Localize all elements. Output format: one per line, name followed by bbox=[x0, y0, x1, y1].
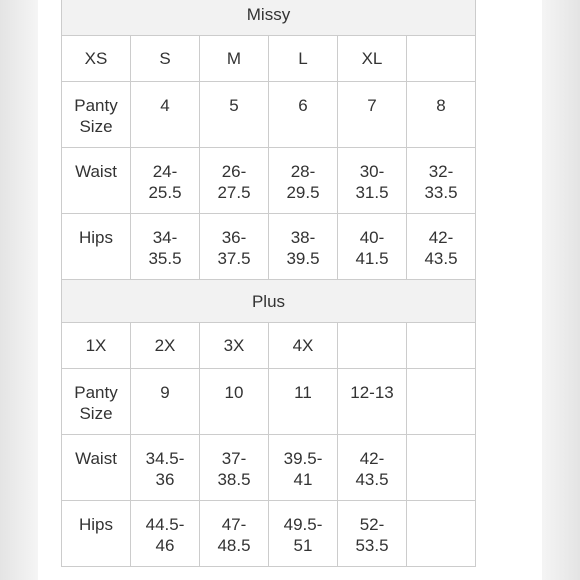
hips-cell: 44.5- 46 bbox=[131, 501, 200, 567]
waist-cell: 42- 43.5 bbox=[338, 435, 407, 501]
hips-row-plus bbox=[62, 501, 476, 567]
waist-cell bbox=[407, 435, 476, 501]
size-cell: L bbox=[269, 36, 338, 82]
section-header-row-missy bbox=[62, 0, 476, 36]
panty-size-cell: 8 bbox=[407, 82, 476, 148]
panty-size-cell bbox=[407, 369, 476, 435]
row-label-hips: Hips bbox=[62, 501, 131, 567]
panty-size-cell: 7 bbox=[338, 82, 407, 148]
waist-cell: 37- 38.5 bbox=[200, 435, 269, 501]
hips-cell: 40- 41.5 bbox=[338, 214, 407, 280]
panty-size-cell: 11 bbox=[269, 369, 338, 435]
waist-row-plus bbox=[62, 435, 476, 501]
row-label-panty-size: Panty Size bbox=[62, 82, 131, 148]
panty-size-cell: 12-13 bbox=[338, 369, 407, 435]
waist-cell: 26- 27.5 bbox=[200, 148, 269, 214]
hips-cell: 42- 43.5 bbox=[407, 214, 476, 280]
section-header-row-plus bbox=[62, 280, 476, 323]
size-row-missy bbox=[62, 36, 476, 82]
waist-cell: 30- 31.5 bbox=[338, 148, 407, 214]
panty-size-cell: 10 bbox=[200, 369, 269, 435]
waist-cell: 32- 33.5 bbox=[407, 148, 476, 214]
waist-cell: 28- 29.5 bbox=[269, 148, 338, 214]
waist-row-missy bbox=[62, 148, 476, 214]
hips-row-missy bbox=[62, 214, 476, 280]
size-chart-table bbox=[61, 0, 476, 567]
waist-cell: 24- 25.5 bbox=[131, 148, 200, 214]
size-cell: M bbox=[200, 36, 269, 82]
panty-size-cell: 6 bbox=[269, 82, 338, 148]
section-title-plus: Plus bbox=[62, 280, 476, 323]
hips-cell: 52- 53.5 bbox=[338, 501, 407, 567]
size-cell: XS bbox=[62, 36, 131, 82]
size-row-plus bbox=[62, 323, 476, 369]
hips-cell bbox=[407, 501, 476, 567]
size-cell bbox=[407, 323, 476, 369]
size-cell: XL bbox=[338, 36, 407, 82]
size-cell: S bbox=[131, 36, 200, 82]
size-cell: 4X bbox=[269, 323, 338, 369]
size-cell bbox=[338, 323, 407, 369]
size-cell: 1X bbox=[62, 323, 131, 369]
panty-size-cell: 4 bbox=[131, 82, 200, 148]
hips-cell: 34- 35.5 bbox=[131, 214, 200, 280]
size-cell: 3X bbox=[200, 323, 269, 369]
size-cell bbox=[407, 36, 476, 82]
panty-size-cell: 5 bbox=[200, 82, 269, 148]
hips-cell: 49.5- 51 bbox=[269, 501, 338, 567]
hips-cell: 36- 37.5 bbox=[200, 214, 269, 280]
waist-cell: 34.5- 36 bbox=[131, 435, 200, 501]
row-label-panty-size: Panty Size bbox=[62, 369, 131, 435]
waist-cell: 39.5- 41 bbox=[269, 435, 338, 501]
row-label-waist: Waist bbox=[62, 435, 131, 501]
panty-size-row-missy bbox=[62, 82, 476, 148]
panty-size-row-plus bbox=[62, 369, 476, 435]
hips-cell: 47- 48.5 bbox=[200, 501, 269, 567]
row-label-waist: Waist bbox=[62, 148, 131, 214]
panty-size-cell: 9 bbox=[131, 369, 200, 435]
size-cell: 2X bbox=[131, 323, 200, 369]
hips-cell: 38- 39.5 bbox=[269, 214, 338, 280]
row-label-hips: Hips bbox=[62, 214, 131, 280]
section-title-missy: Missy bbox=[62, 0, 476, 36]
